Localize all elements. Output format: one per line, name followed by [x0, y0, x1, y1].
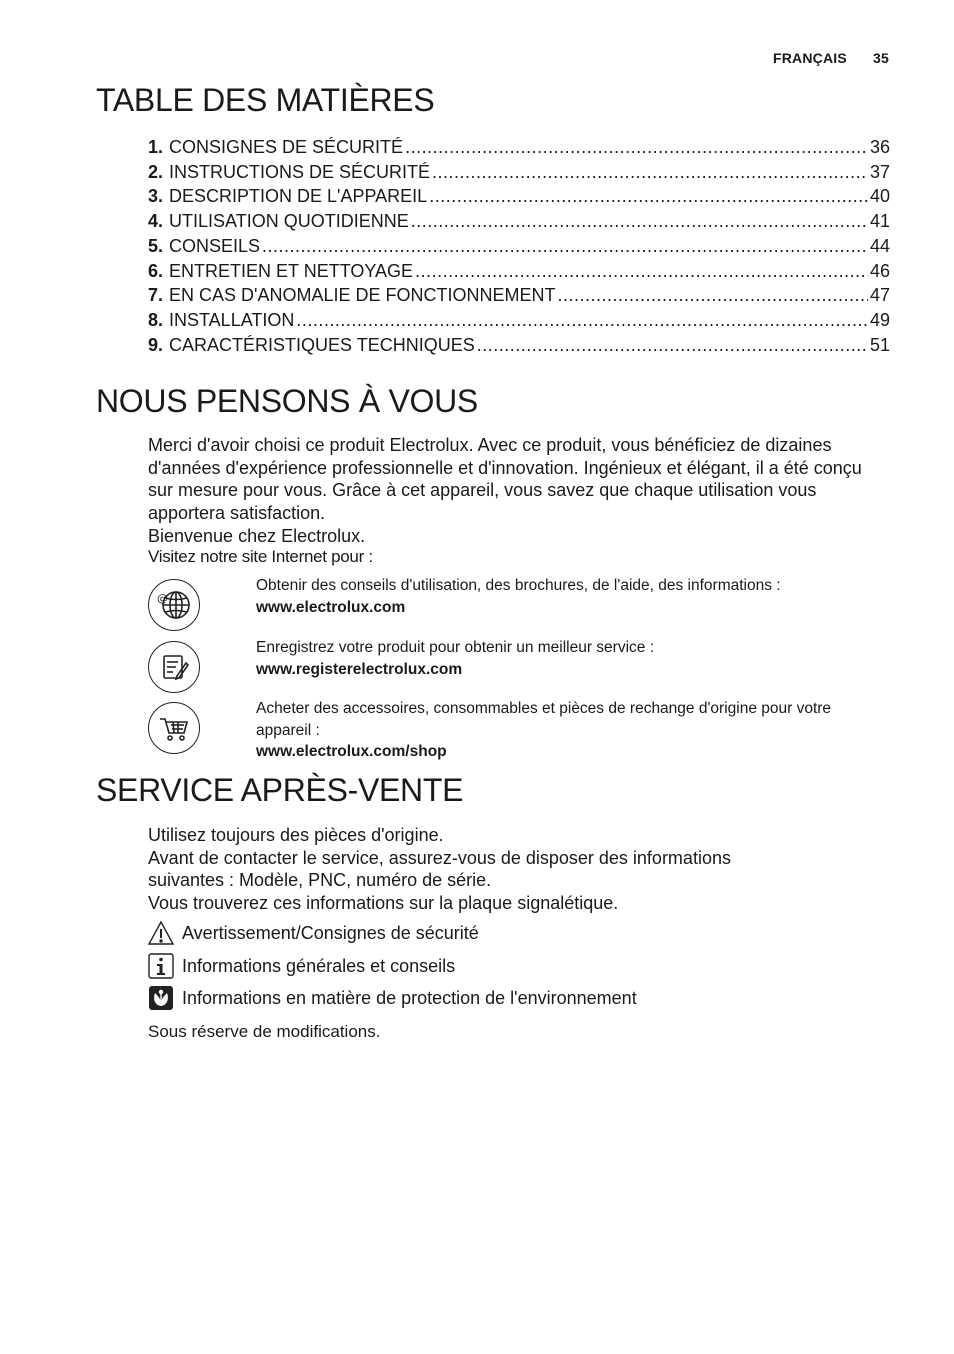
toc-item-number: 5. — [148, 235, 164, 256]
environment-icon — [148, 985, 174, 1011]
toc-item-label: INSTALLATION — [169, 309, 295, 330]
table-of-contents — [148, 135, 890, 357]
link-item-register — [148, 640, 888, 696]
toc-item-page: 40 — [869, 186, 890, 207]
toc-item[interactable] — [148, 308, 890, 333]
toc-item[interactable] — [148, 184, 890, 209]
toc-leader — [262, 234, 868, 259]
toc-item-label: EN CAS D'ANOMALIE DE FONCTIONNEMENT — [169, 285, 556, 306]
service-line-3: Vous trouverez ces informations sur la plaque signalétique. — [148, 893, 619, 914]
link-item-shop — [148, 701, 888, 765]
page-header — [773, 50, 889, 66]
toc-item-label: CONSIGNES DE SÉCURITÉ — [169, 137, 404, 157]
footnote: Sous réserve de modifications. — [148, 1022, 381, 1041]
legend-info — [148, 953, 455, 979]
legend-warning — [148, 920, 479, 946]
toc-item-label: UTILISATION QUOTIDIENNE — [169, 211, 409, 232]
service-line-2: Avant de contacter le service, assurez-vous de disposer des informations suivantes : Modèle, PNC, numéro de série. — [148, 847, 731, 891]
link-item-website — [148, 578, 888, 634]
legend-label: Informations en matière de protection de l'environnement — [182, 987, 637, 1008]
info-icon — [148, 953, 174, 979]
intro-text: Merci d'avoir choisi ce produit Electrolux. Avec ce produit, vous bénéficiez de dizaines d'années d'expérience professionnelle et d'innovation. Ingénieux et élégant, il a été conçu sur mesure pour vous. Grâce à cet appareil, vous savez que chaque utilisation vous apportera satisfaction. — [148, 435, 862, 524]
toc-item-label: ENTRETIEN ET NETTOYAGE — [169, 260, 414, 281]
toc-leader — [411, 209, 868, 234]
toc-item-number: 8. — [148, 309, 164, 330]
link-description: Obtenir des conseils d'utilisation, des brochures, de l'aide, des informations : — [256, 577, 781, 594]
toc-item-label: INSTRUCTIONS DE SÉCURITÉ — [169, 161, 431, 182]
toc-item-page: 41 — [869, 211, 890, 232]
toc-item-number: 6. — [148, 260, 164, 281]
toc-item[interactable] — [148, 259, 890, 284]
toc-item[interactable] — [148, 160, 890, 185]
link-description: Acheter des accessoires, consommables et pièces de rechange d'origine pour votre appareil : — [256, 700, 832, 739]
header-language: FRANÇAIS — [772, 50, 847, 66]
toc-item[interactable] — [148, 333, 890, 358]
service-title: SERVICE APRÈS-VENTE — [96, 772, 464, 808]
toc-item-page: 36 — [869, 137, 890, 157]
intro-paragraph — [148, 434, 888, 548]
header-page-number: 35 — [873, 50, 889, 66]
toc-item-page: 51 — [869, 334, 890, 355]
toc-item[interactable] — [148, 283, 890, 308]
globe-icon — [148, 579, 200, 631]
cart-icon — [148, 702, 200, 754]
link-url-shop[interactable]: www.electrolux.com/shop — [256, 743, 447, 760]
toc-item-number: 3. — [148, 186, 164, 207]
svg-text:@: @ — [157, 592, 168, 605]
toc-item[interactable] — [148, 234, 890, 259]
toc-leader — [296, 308, 868, 333]
toc-leader — [558, 283, 868, 308]
legend-label: Avertissement/Consignes de sécurité — [182, 922, 479, 943]
service-line-1: Utilisez toujours des pièces d'origine. — [148, 825, 444, 845]
legend-environment — [148, 985, 637, 1011]
toc-item-number: 9. — [148, 334, 164, 355]
service-paragraph — [148, 824, 808, 915]
link-url-register[interactable]: www.registerelectrolux.com — [256, 660, 463, 678]
link-url-website[interactable]: www.electrolux.com — [256, 598, 406, 616]
register-icon — [148, 641, 200, 693]
legend-label: Informations générales et conseils — [182, 955, 456, 976]
visit-label: Visitez notre site Internet pour : — [148, 547, 373, 566]
toc-leader — [432, 160, 868, 185]
toc-item-label: CONSEILS — [169, 235, 261, 256]
toc-item-page: 49 — [869, 309, 890, 330]
toc-item-number: 7. — [148, 285, 164, 306]
toc-item-label: DESCRIPTION DE L'APPAREIL — [169, 186, 428, 207]
toc-item-number: 4. — [148, 211, 164, 232]
toc-item-page: 46 — [869, 260, 890, 281]
toc-item-page: 37 — [869, 161, 890, 182]
toc-item[interactable] — [148, 209, 890, 234]
toc-item-label: CARACTÉRISTIQUES TECHNIQUES — [169, 334, 475, 355]
toc-leader — [405, 135, 868, 160]
toc-item-number: 1. — [148, 137, 164, 157]
toc-leader — [429, 184, 868, 209]
link-description: Enregistrez votre produit pour obtenir un meilleur service : — [256, 639, 655, 656]
thinking-title: NOUS PENSONS À VOUS — [96, 383, 478, 419]
toc-title: TABLE DES MATIÈRES — [96, 82, 435, 118]
warning-icon — [148, 920, 174, 946]
toc-leader — [477, 333, 868, 358]
toc-item-page: 47 — [869, 285, 890, 306]
toc-item-number: 2. — [148, 161, 164, 182]
toc-item[interactable] — [148, 135, 890, 160]
welcome-text: Bienvenue chez Electrolux. — [148, 525, 366, 546]
toc-item-page: 44 — [869, 235, 890, 256]
toc-leader — [415, 259, 868, 284]
